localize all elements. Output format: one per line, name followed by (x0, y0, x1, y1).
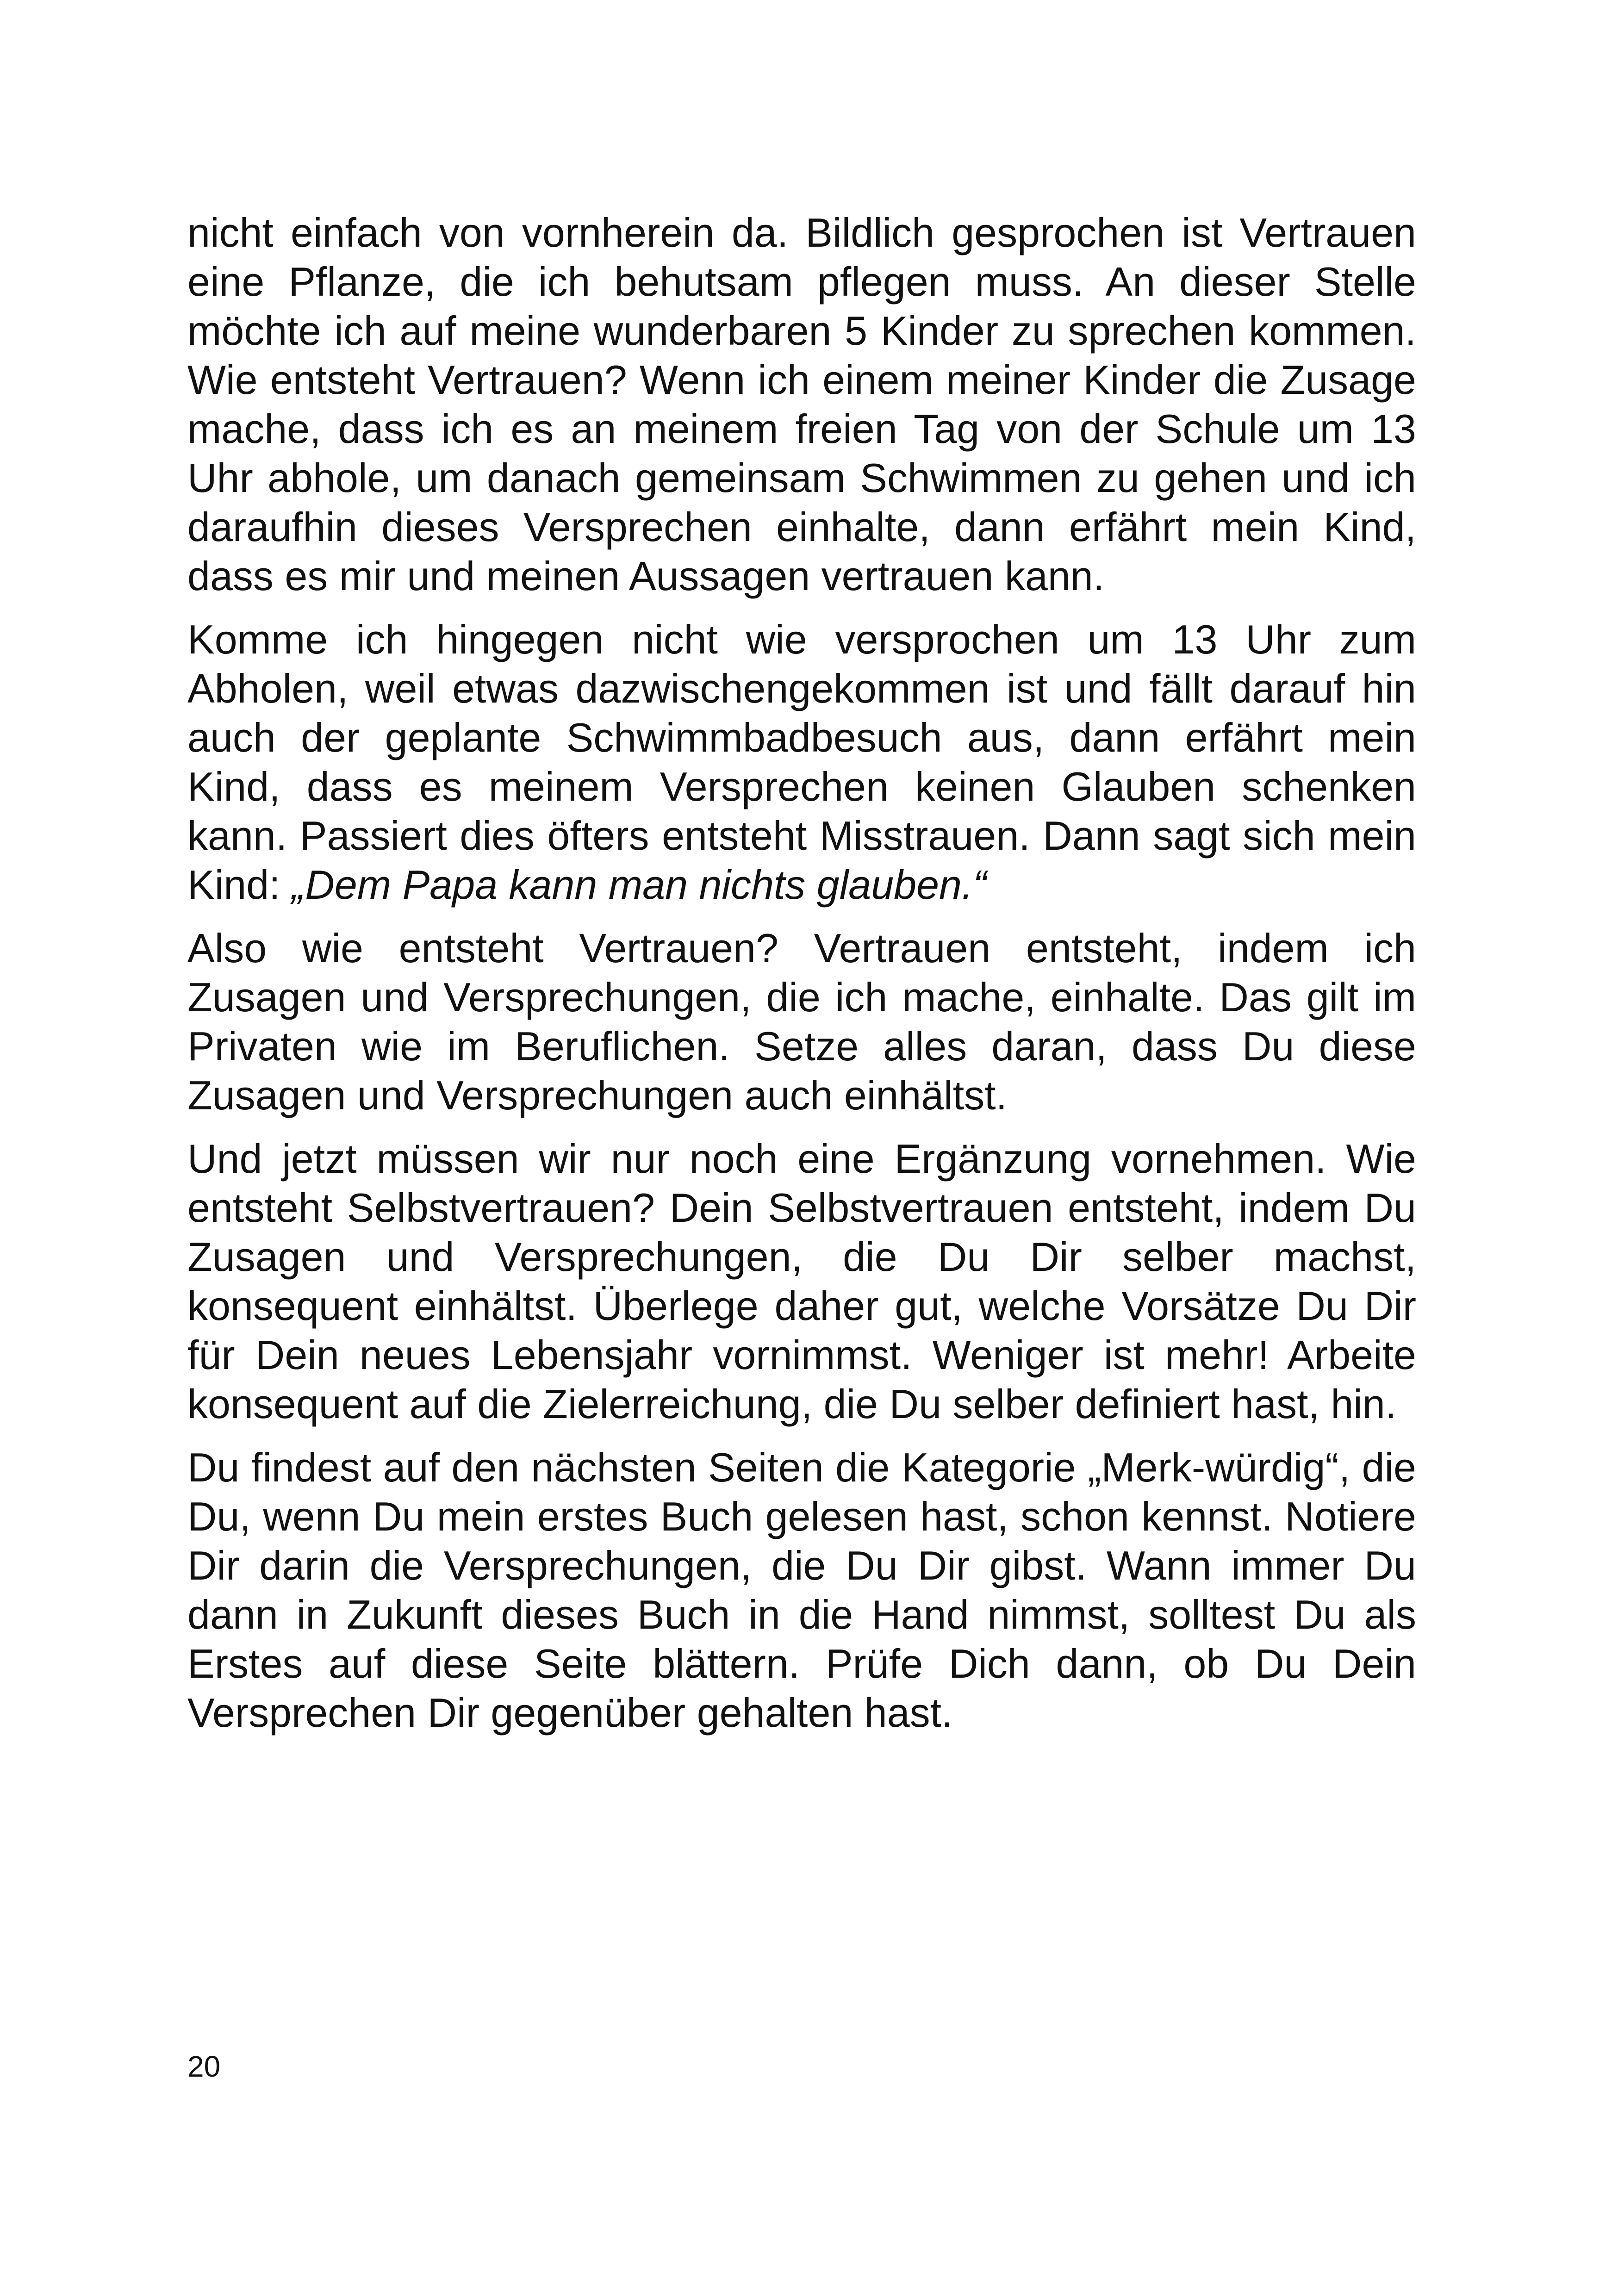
paragraph-4: Und jetzt müssen wir nur noch eine Ergänzung vornehmen. Wie entsteht Selbstvertrauen? Dein Selbstvertrauen entsteht, indem Du Zusagen und Versprechungen, die Du Dir selber machst, konsequent einhältst. Überlege daher gut, welche Vorsätze Du Dir für Dein neues Lebensjahr vornimmst. Weniger ist mehr! Arbeite konsequent auf die Zielerreichung, die Du selber definiert hast, hin. (187, 1136, 1416, 1427)
paragraph-2 (187, 615, 1416, 909)
paragraph-5: Du findest auf den nächsten Seiten die Kategorie „Merk-würdig“, die Du, wenn Du mein erstes Buch gelesen hast, schon kennst. Notiere Dir darin die Versprechungen, die Du Dir gibst. Wann immer Du dann in Zukunft dieses Buch in die Hand nimmst, solltest Du als Erstes auf diese Seite blättern. Prüfe Dich dann, ob Du Dein Versprechen Dir gegenüber gehalten hast. (187, 1444, 1416, 1736)
body-text (187, 208, 1416, 1752)
paragraph-3: Also wie entsteht Vertrauen? Vertrauen entsteht, indem ich Zusagen und Versprechungen, die ich mache, einhalte. Das gilt im Privaten wie im Beruflichen. Setze alles daran, dass Du diese Zusagen und Versprechungen auch einhältst. (187, 925, 1416, 1118)
paragraph-1: nicht einfach von vornherein da. Bildlich gesprochen ist Vertrauen eine Pflanze, die ich behutsam pflegen muss. An dieser Stelle möchte ich auf meine wunderbaren 5 Kinder zu sprechen kommen. Wie entsteht Vertrauen? Wenn ich einem meiner Kinder die Zusage mache, dass ich es an meinem freien Tag von der Schule um 13 Uhr abhole, um danach gemeinsam Schwimmen zu gehen und ich daraufhin dieses Versprechen einhalte, dann erfährt mein Kind, dass es mir und meinen Aussagen vertrauen kann. (187, 210, 1416, 599)
quote-text: „Dem Papa kann man nichts glauben.“ (292, 862, 987, 908)
paragraph-2-text: Komme ich hingegen nicht wie versprochen um 13 Uhr zum Abholen, weil etwas dazwischengekommen ist und fällt darauf hin auch der geplante Schwimmbadbesuch aus, dann erfährt mein Kind, dass es meinem Versprechen keinen Glauben schenken kann. Passiert dies öfters entsteht Misstrauen. Dann sagt sich mein Kind: (187, 616, 1416, 908)
page-number: 20 (187, 2050, 221, 2083)
